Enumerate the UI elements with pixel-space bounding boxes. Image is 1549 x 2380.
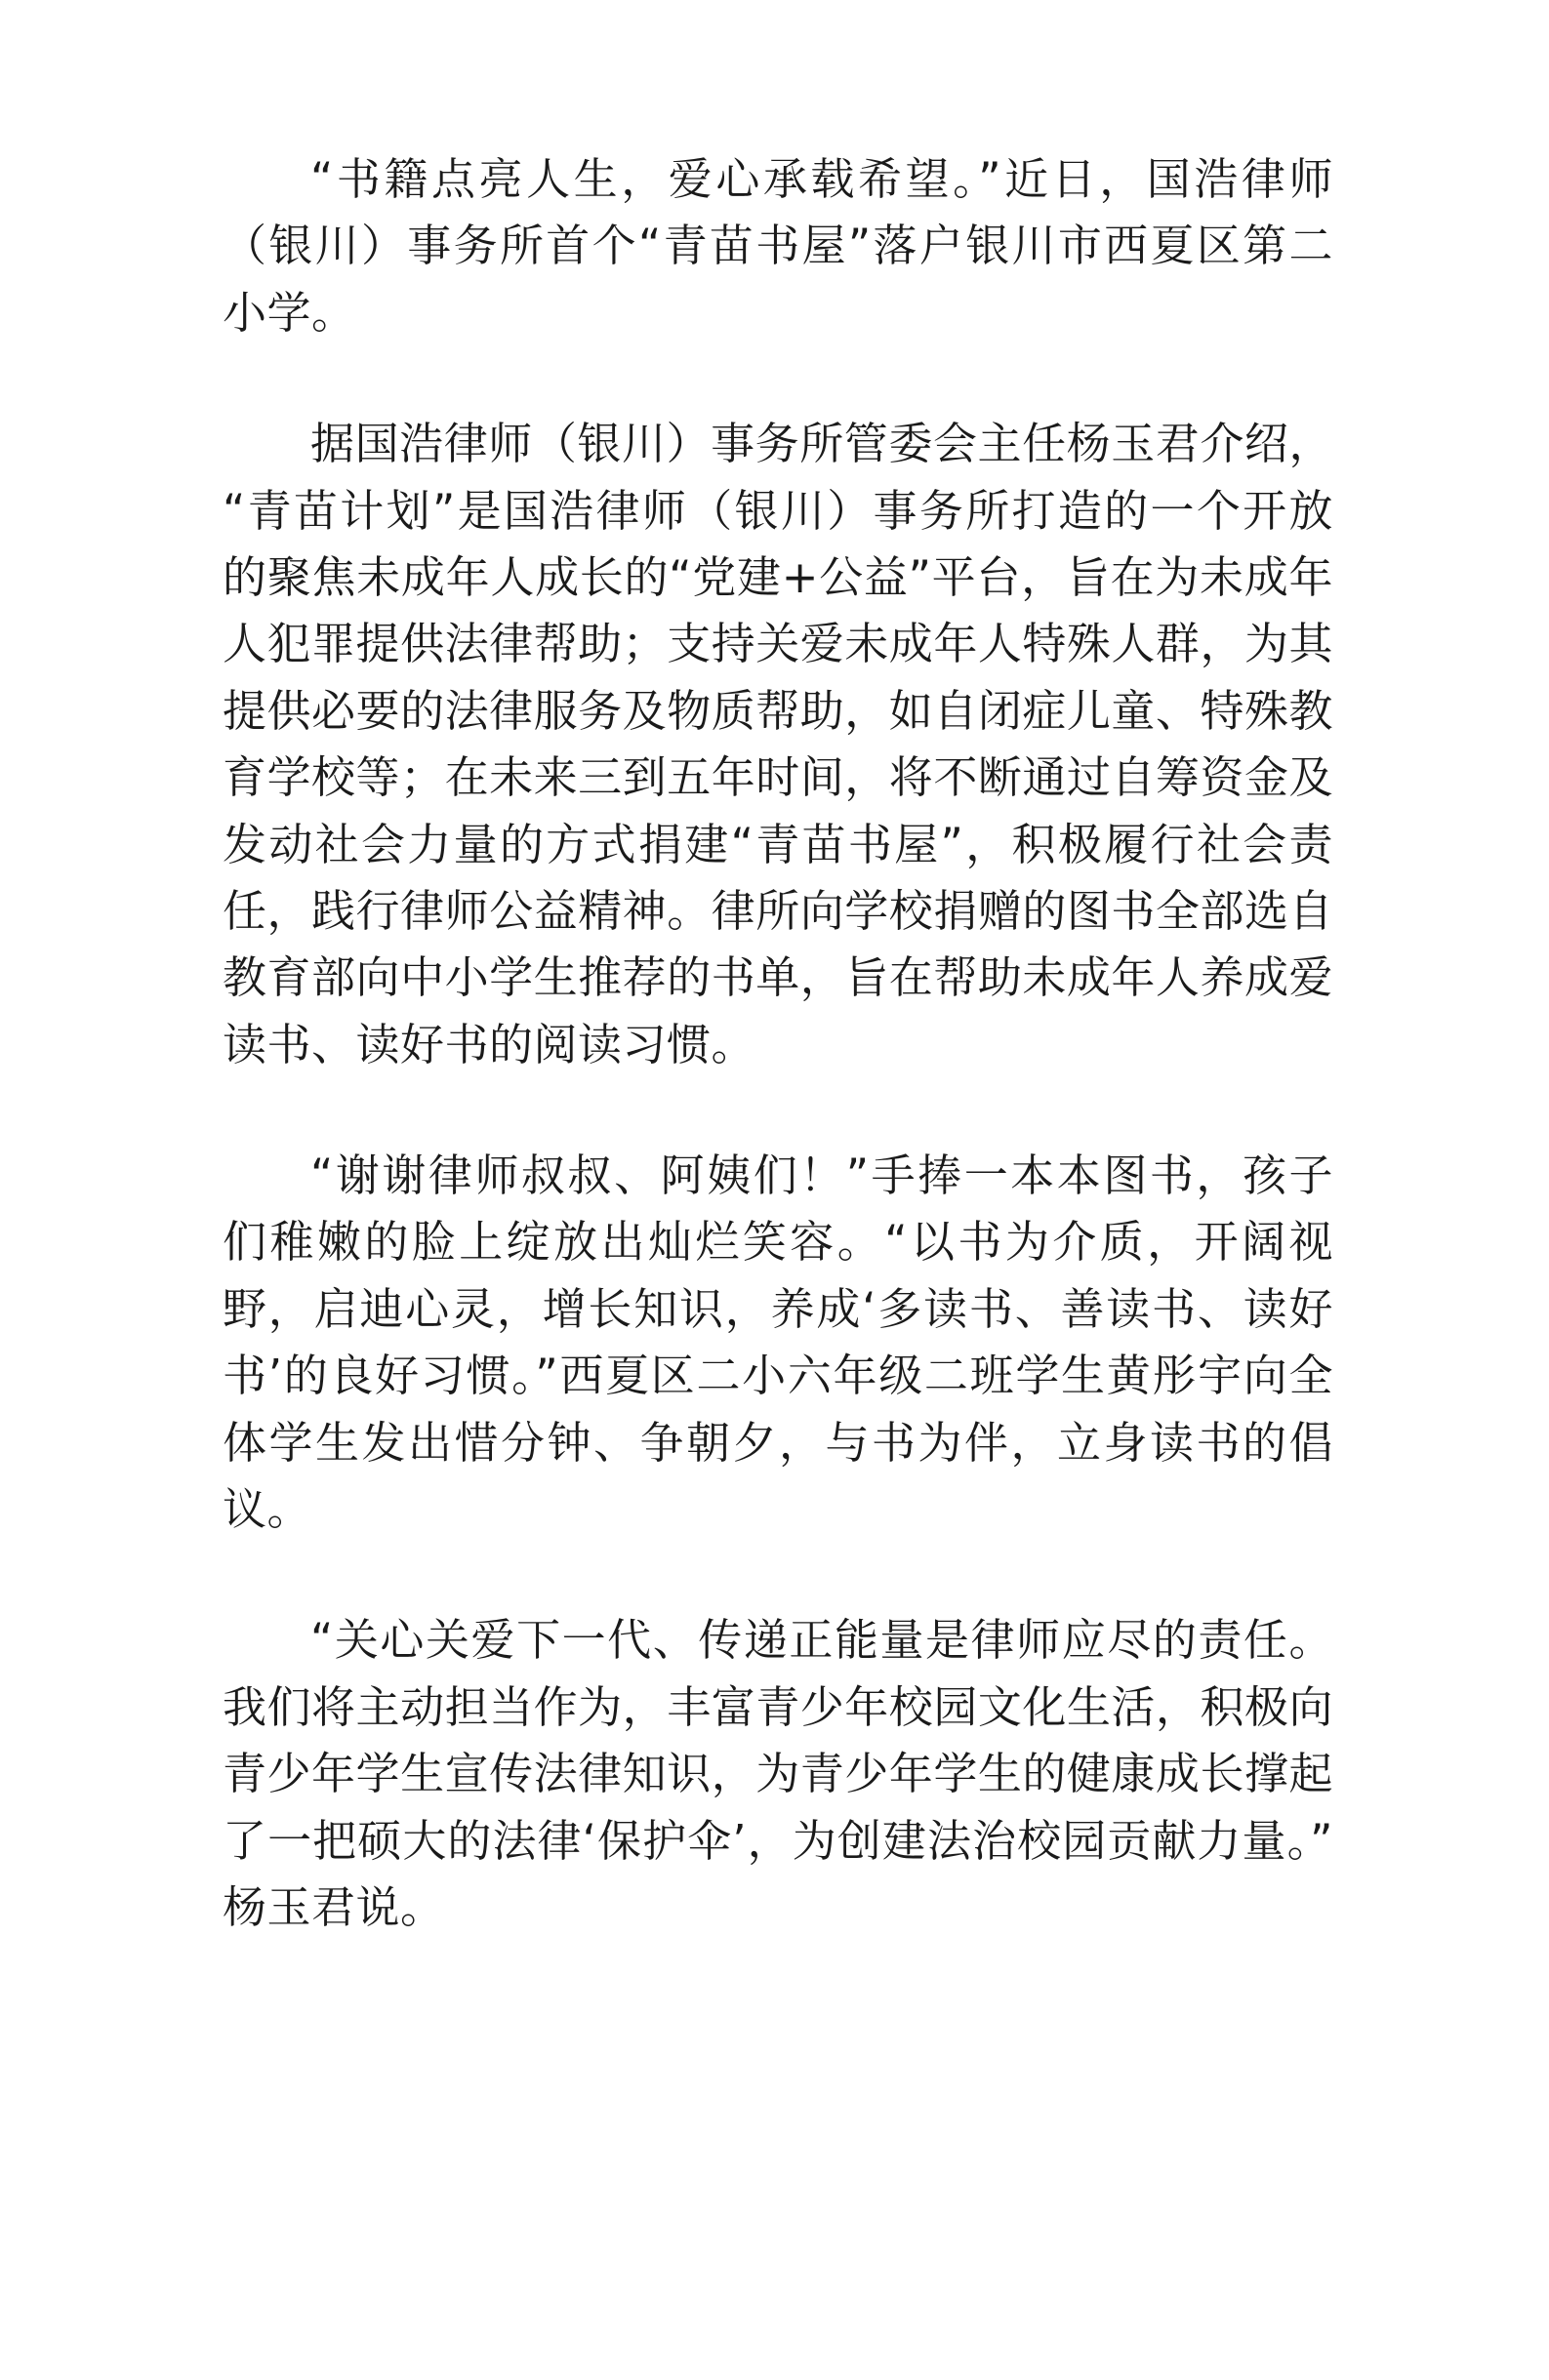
paragraph: “关心关爱下一代、传递正能量是律师应尽的责任。我们将主动担当作为，丰富青少年校园文化生活，积极向青少年学生宣传法律知识，为青少年学生的健康成长撑起了一把硕大的法律‘保护伞’，为创建法治校园贡献力量。”杨玉君说。 (223, 1614, 1333, 1933)
paragraph: “谢谢律师叔叔、阿姨们！”手捧一本本图书，孩子们稚嫩的脸上绽放出灿烂笑容。“以书为介质，开阔视野，启迪心灵，增长知识，养成‘多读书、善读书、读好书’的良好习惯。”西夏区二小六年级二班学生黄彤宇向全体学生发出惜分钟、争朝夕，与书为伴，立身读书的倡议。 (223, 1150, 1333, 1536)
paragraph: 据国浩律师（银川）事务所管委会主任杨玉君介绍，“青苗计划”是国浩律师（银川）事务所打造的一个开放的聚焦未成年人成长的“党建+公益”平台，旨在为未成年人犯罪提供法律帮助；支持关爱未成年人特殊人群，为其提供必要的法律服务及物质帮助，如自闭症儿童、特殊教育学校等；在未来三到五年时间，将不断通过自筹资金及发动社会力量的方式捐建“青苗书屋”，积极履行社会责任，践行律师公益精神。律所向学校捐赠的图书全部选自教育部向中小学生推荐的书单，旨在帮助未成年人养成爱读书、读好书的阅读习惯。 (223, 418, 1333, 1070)
paragraph: “书籍点亮人生，爱心承载希望。”近日，国浩律师（银川）事务所首个“青苗书屋”落户银川市西夏区第二小学。 (223, 153, 1333, 339)
document-body (223, 146, 1333, 1941)
